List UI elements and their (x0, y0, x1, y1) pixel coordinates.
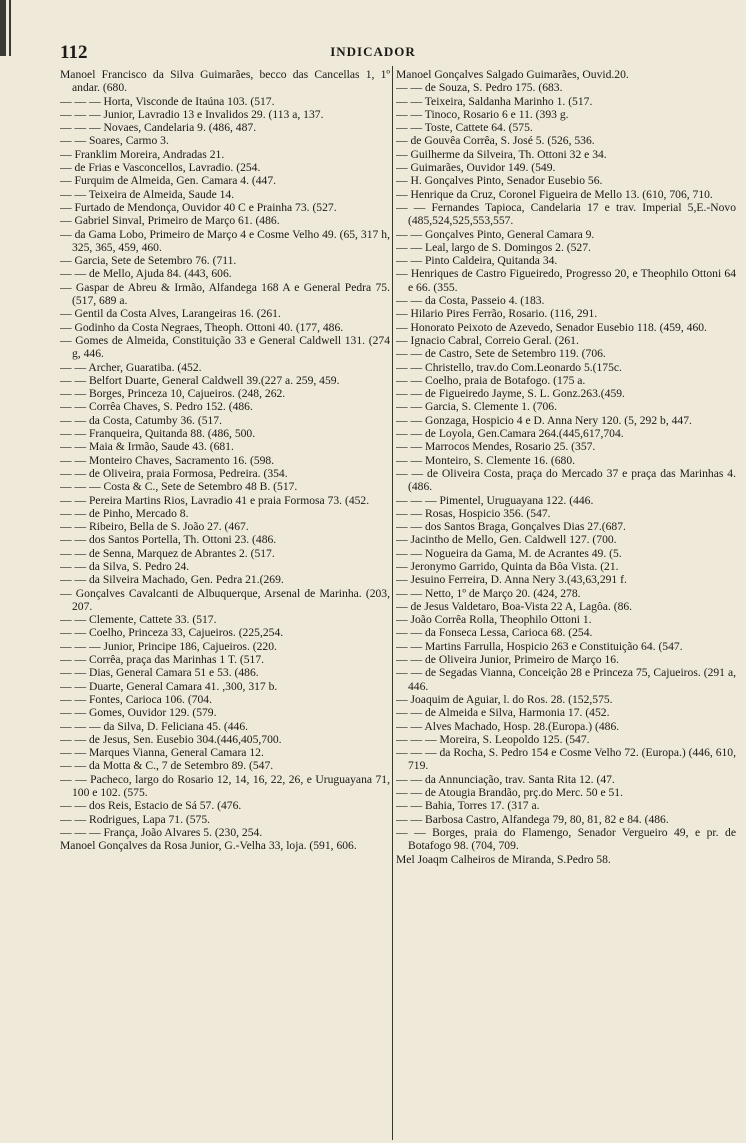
directory-entry: Manoel Gonçalves da Rosa Junior, G.-Velha 33, loja. (591, 606. (60, 839, 357, 853)
directory-entry: — — Maia & Irmão, Saude 43. (681. (60, 440, 234, 454)
directory-entry: — Gomes de Almeida, Constituição 33 e General Caldwell 131. (274 g, 446. (60, 333, 390, 361)
directory-entry: — — — Junior, Lavradio 13 e Invalidos 29. (113 a, 137. (60, 107, 324, 121)
directory-entry: — — Monteiro Chaves, Sacramento 16. (598. (60, 453, 275, 467)
directory-entry: — — de Oliveira Junior, Primeiro de Março 16. (396, 653, 619, 667)
directory-entry: — — Soares, Carmo 3. (60, 134, 169, 148)
directory-entry: — — Garcia, S. Clemente 1. (706. (396, 400, 557, 414)
directory-entry: — — de Loyola, Gen.Camara 264.(445,617,704. (396, 427, 624, 441)
directory-entry: — — Gomes, Ouvidor 129. (579. (60, 706, 217, 720)
directory-entry: — — de Senna, Marquez de Abrantes 2. (517. (60, 546, 275, 560)
directory-entry: — — de Jesus, Sen. Eusebio 304.(446,405,700. (60, 732, 282, 746)
page-header (0, 40, 746, 64)
directory-entry: — — Marrocos Mendes, Rosario 25. (357. (396, 440, 596, 454)
directory-entry: — Honorato Peixoto de Azevedo, Senador Eusebio 118. (459, 460. (396, 320, 707, 334)
directory-entry: — — — Horta, Visconde de Itaúna 103. (517. (60, 94, 275, 108)
directory-entry: — — Teixeira de Almeida, Saude 14. (60, 187, 235, 201)
directory-entry: Manoel Gonçalves Salgado Guimarães, Ouvid.20. (396, 68, 629, 81)
directory-entry: — Henriques de Castro Figueiredo, Progresso 20, e Theophilo Ottoni 64 e 66. (355. (396, 267, 736, 294)
directory-entry: — Ignacio Cabral, Correio Geral. (261. (396, 333, 579, 347)
directory-entry: — — Corrêa, praça das Marinhas 1 T. (517. (60, 653, 265, 667)
column-divider (392, 66, 393, 1140)
directory-entry: — Jesuino Ferreira, D. Anna Nery 3.(43,63,291 f. (396, 573, 627, 587)
directory-entry: — Franklim Moreira, Andradas 21. (60, 147, 225, 161)
right-column (396, 68, 736, 1140)
directory-entry: — — — Junior, Principe 186, Cajueiros. (220. (60, 639, 277, 653)
directory-entry: — de Frias e Vasconcellos, Lavradio. (254. (60, 161, 261, 175)
directory-entry: — — — Novaes, Candelaria 9. (486, 487. (60, 121, 257, 135)
directory-entry: — — Pereira Martins Rios, Lavradio 41 e praia Formosa 73. (452. (60, 493, 370, 507)
directory-entry: — — Toste, Cattete 64. (575. (396, 121, 533, 135)
directory-entry: — — Archer, Guaratiba. (452. (60, 360, 202, 374)
directory-entry: — — Marques Vianna, General Camara 12. (60, 746, 264, 760)
directory-entry: — — Borges, praia do Flamengo, Senador Vergueiro 49, e pr. de Botafogo 98. (704, 709. (396, 825, 736, 853)
directory-entry: — — Netto, 1º de Março 20. (424, 278. (396, 586, 581, 600)
directory-entry: — — de Segadas Vianna, Conceição 28 e Princeza 75, Cajueiros. (291 a, 446. (396, 666, 736, 693)
directory-entry: — — da Costa, Catumby 36. (517. (60, 413, 222, 427)
directory-entry: — — dos Santos Braga, Gonçalves Dias 27.(687. (396, 520, 626, 534)
directory-entry: — — da Motta & C., 7 de Setembro 89. (547. (60, 759, 274, 773)
directory-entry: — — Barbosa Castro, Alfandega 79, 80, 81, 82 e 84. (486. (396, 812, 669, 826)
directory-entry: — — Coelho, praia de Botafogo. (175 a. (396, 373, 586, 387)
directory-entry: — — Franqueira, Quitanda 88. (486, 500. (60, 427, 256, 441)
directory-entry: — — Alves Machado, Hosp. 28.(Europa.) (486. (396, 719, 620, 733)
directory-entry: — — Rodrigues, Lapa 71. (575. (60, 812, 211, 826)
directory-entry: — — Rosas, Hospicio 356. (547. (396, 506, 551, 520)
directory-entry: — — Bahia, Torres 17. (317 a. (396, 799, 540, 813)
directory-entry: — H. Gonçalves Pinto, Senador Eusebio 56. (396, 174, 603, 188)
directory-entry: — — Belfort Duarte, General Caldwell 39.(227 a. 259, 459. (60, 373, 340, 387)
directory-entry: — — de Pinho, Mercado 8. (60, 506, 189, 520)
directory-entry: — Joaquim de Aguiar, l. do Ros. 28. (152,575. (396, 692, 613, 706)
directory-entry: Manoel Francisco da Silva Guimarães, becco das Cancellas 1, 1º andar. (680. (60, 68, 390, 95)
directory-entry: — — de Oliveira, praia Formosa, Pedreira. (354. (60, 466, 288, 480)
directory-entry: — Gonçalves Cavalcanti de Albuquerque, Arsenal de Marinha. (203, 207. (60, 586, 390, 613)
directory-entry: — — — da Silva, D. Feliciana 45. (446. (60, 719, 249, 733)
directory-entry: — — Corrêa Chaves, S. Pedro 152. (486. (60, 400, 253, 414)
directory-entry: — Hilario Pires Ferrão, Rosario. (116, 291. (396, 307, 598, 321)
directory-entry: — — Christello, trav.do Com.Leonardo 5.(175c. (396, 360, 622, 374)
directory-entry: — — Pinto Caldeira, Quitanda 34. (396, 254, 558, 268)
directory-entry: — — — Moreira, S. Leopoldo 125. (547. (396, 732, 590, 746)
directory-entry: — — de Mello, Ajuda 84. (443, 606. (60, 267, 232, 281)
directory-entry: — — Borges, Princeza 10, Cajueiros. (248, 262. (60, 387, 286, 401)
directory-entry: — — Gonçalves Pinto, General Camara 9. (396, 227, 595, 241)
directory-entry: — — da Silva, S. Pedro 24. (60, 559, 190, 573)
directory-entry: — Garcia, Sete de Setembro 76. (711. (60, 254, 237, 268)
directory-entry: — de Jesus Valdetaro, Boa-Vista 22 A, Lagôa. (86. (396, 599, 633, 613)
directory-entry: — — — França, João Alvares 5. (230, 254. (60, 825, 263, 839)
directory-entry: — João Corrêa Rolla, Theophilo Ottoni 1. (396, 613, 592, 627)
directory-entry: — Jeronymo Garrido, Quinta da Bôa Vista. (21. (396, 559, 619, 573)
directory-entry: — Guilherme da Silveira, Th. Ottoni 32 e 34. (396, 147, 607, 161)
directory-entry: — — Monteiro, S. Clemente 16. (680. (396, 453, 576, 467)
directory-entry: — — Fernandes Tapioca, Candelaria 17 e trav. Imperial 5,E.-Novo (485,524,525,553,557. (396, 200, 736, 228)
directory-entry: — — da Costa, Passeio 4. (183. (396, 294, 545, 308)
directory-entry: — — dos Reis, Estacio de Sá 57. (476. (60, 799, 242, 813)
directory-entry: — — da Fonseca Lessa, Carioca 68. (254. (396, 626, 593, 640)
directory-entry: — — Tinoco, Rosario 6 e 11. (393 g. (396, 107, 569, 121)
directory-entry: — — Coelho, Princeza 33, Cajueiros. (225,254. (60, 626, 284, 640)
directory-entry: — Godinho da Costa Negraes, Theoph. Ottoni 40. (177, 486. (60, 320, 344, 334)
left-column (60, 68, 390, 1140)
directory-entry: — da Gama Lobo, Primeiro de Março 4 e Cosme Velho 49. (65, 317 h, 325, 365, 459, 460. (60, 227, 390, 254)
directory-entry: — — Gonzaga, Hospicio 4 e D. Anna Nery 120. (5, 292 b, 447. (396, 413, 692, 427)
directory-entry: — — de Figueiredo Jayme, S. L. Gonz.263.(459. (396, 387, 625, 401)
directory-entry: — Gabriel Sinval, Primeiro de Março 61. (486. (60, 214, 280, 228)
directory-entry: — — Dias, General Camara 51 e 53. (486. (60, 666, 259, 680)
directory-entry: — — Ribeiro, Bella de S. João 27. (467. (60, 520, 249, 534)
directory-entry: — Gentil da Costa Alves, Larangeiras 16. (261. (60, 307, 281, 321)
directory-entry: Mel Joaqm Calheiros de Miranda, S.Pedro 58. (396, 852, 611, 866)
directory-entry: — Gaspar de Abreu & Irmão, Alfandega 168 A e General Pedra 75. (517, 689 a. (60, 280, 390, 308)
directory-entry: — — de Souza, S. Pedro 175. (683. (396, 81, 563, 95)
directory-entry: — — Nogueira da Gama, M. de Acrantes 49. (5. (396, 546, 622, 560)
directory-entry: — — Pacheco, largo do Rosario 12, 14, 16, 22, 26, e Uruguayana 71, 100 e 102. (575. (60, 772, 390, 800)
directory-entry: — — — da Rocha, S. Pedro 154 e Cosme Velho 72. (Europa.) (446, 610, 719. (396, 746, 736, 773)
directory-entry: — — Teixeira, Saldanha Marinho 1. (517. (396, 94, 593, 108)
page-number: 112 (60, 42, 88, 63)
directory-entry: — de Gouvêa Corrêa, S. José 5. (526, 536. (396, 134, 595, 148)
directory-entry: — — — Costa & C., Sete de Setembro 48 B. (517. (60, 480, 298, 494)
directory-entry: — — de Atougia Brandão, prç.do Merc. 50 e 51. (396, 786, 623, 800)
directory-entry: — — da Annunciação, trav. Santa Rita 12. (47. (396, 772, 615, 786)
directory-entry: — — da Silveira Machado, Gen. Pedra 21.(269. (60, 573, 284, 587)
directory-entry: — — de Oliveira Costa, praça do Mercado 37 e praça das Marinhas 4. (486. (396, 466, 736, 494)
directory-entry: — Henrique da Cruz, Coronel Figueira de Mello 13. (610, 706, 710. (396, 187, 713, 201)
directory-entry: — — — Pimentel, Uruguayana 122. (446. (396, 493, 594, 507)
directory-entry: — — Fontes, Carioca 106. (704. (60, 692, 212, 706)
directory-entry: — Furquim de Almeida, Gen. Camara 4. (447. (60, 174, 277, 188)
directory-entry: — Furtado de Mendonça, Ouvidor 40 C e Prainha 73. (527. (60, 200, 337, 214)
directory-entry: — — Clemente, Cattete 33. (517. (60, 613, 217, 627)
directory-entry: — Guimarães, Ouvidor 149. (549. (396, 161, 556, 175)
running-head: INDICADOR (330, 44, 416, 59)
directory-entry: — — Martins Farrulla, Hospicio 263 e Constituição 64. (547. (396, 639, 683, 653)
directory-entry: — — de Castro, Sete de Setembro 119. (706. (396, 347, 606, 361)
directory-entry: — — Leal, largo de S. Domingos 2. (527. (396, 240, 591, 254)
directory-entry: — Jacintho de Mello, Gen. Caldwell 127. (700. (396, 533, 617, 547)
directory-entry: — — de Almeida e Silva, Harmonia 17. (452. (396, 706, 610, 720)
directory-entry: — — Duarte, General Camara 41. ,300, 317 b. (60, 679, 278, 693)
directory-entry: — — dos Santos Portella, Th. Ottoni 23. (486. (60, 533, 277, 547)
